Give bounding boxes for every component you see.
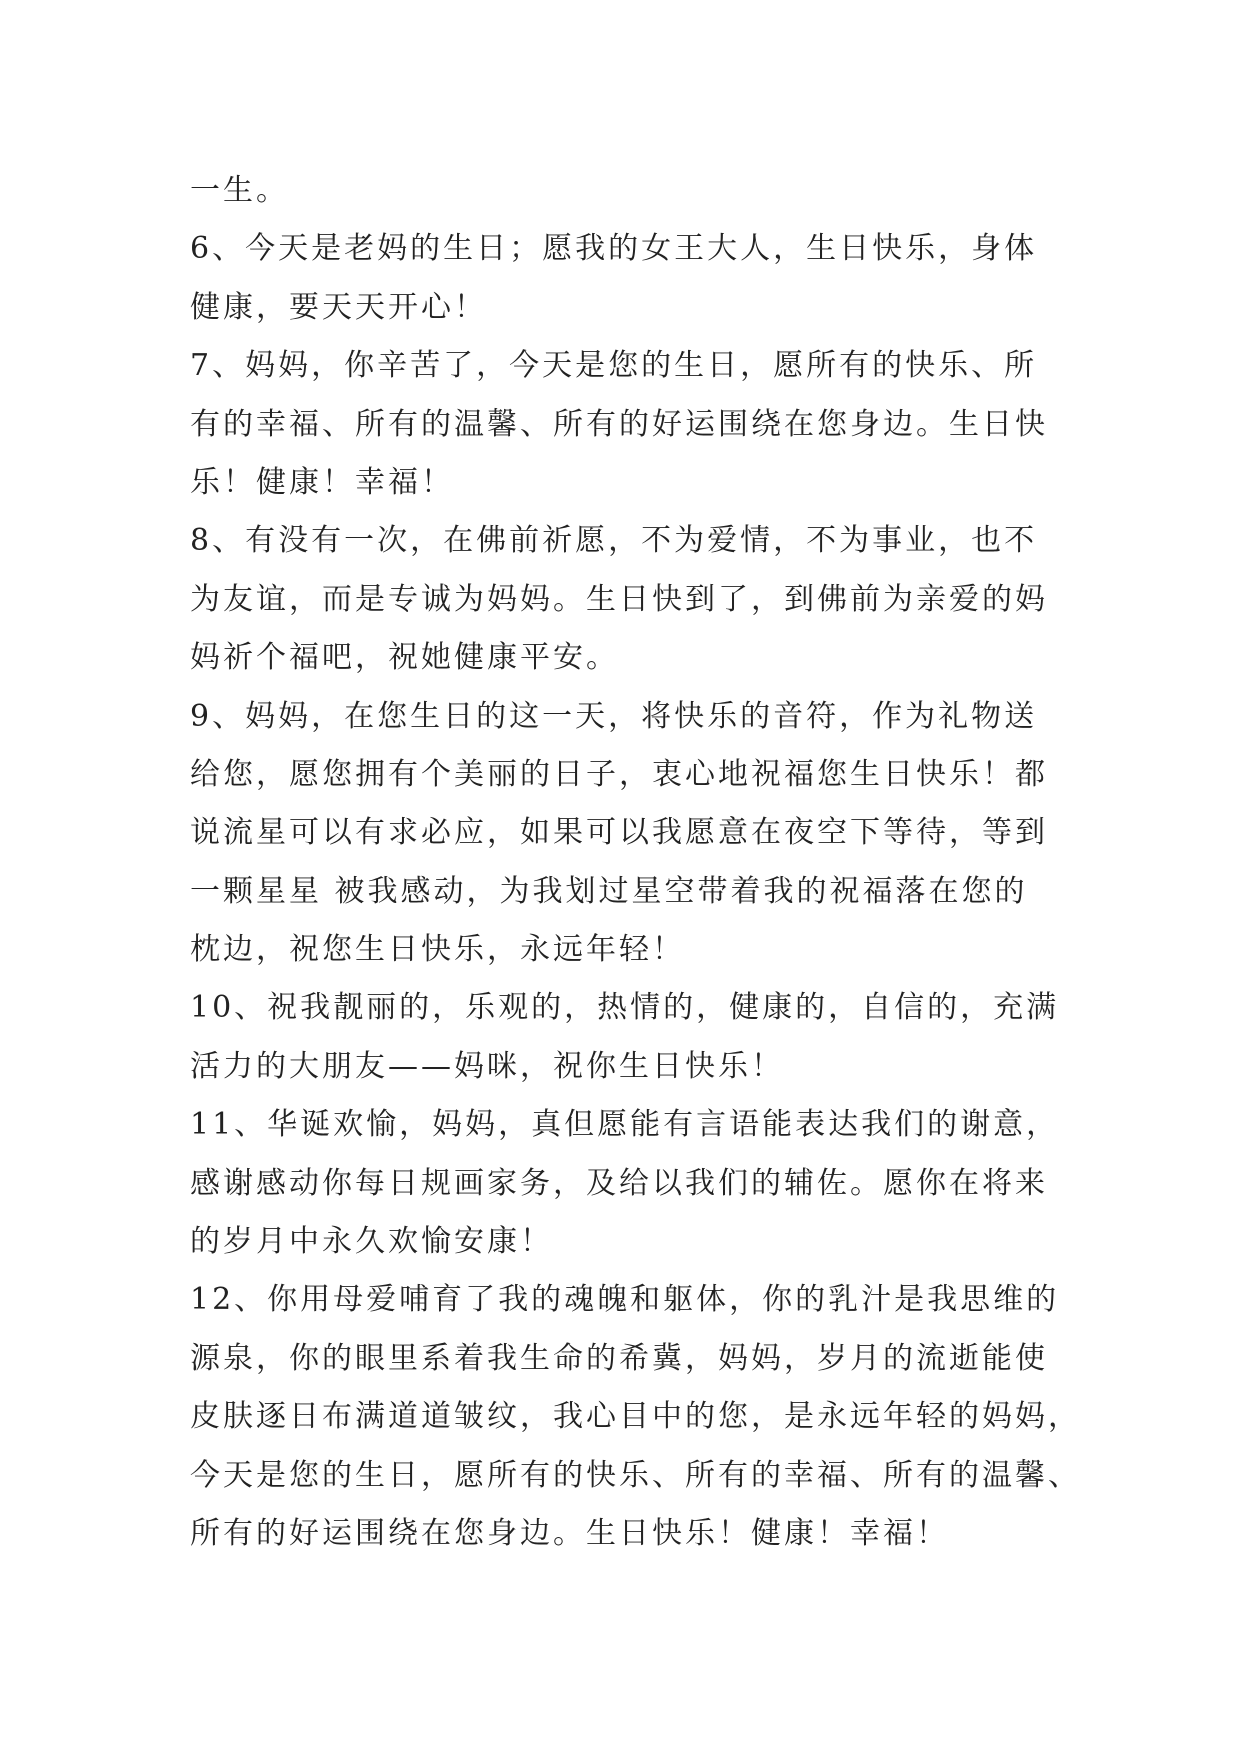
- text-line: 10、祝我靓丽的，乐观的，热情的，健康的，自信的，充满: [190, 990, 1060, 1026]
- text-line: 12、你用母爱哺育了我的魂魄和躯体，你的乳汁是我思维的: [190, 1282, 1060, 1318]
- text-line: 今天是您的生日，愿所有的快乐、所有的幸福、所有的温馨、: [190, 1457, 1081, 1493]
- text-line: 说流星可以有求必应，如果可以我愿意在夜空下等待，等到: [190, 815, 1048, 851]
- text-line: 有的幸福、所有的温馨、所有的好运围绕在您身边。生日快: [190, 406, 1048, 442]
- text-line: 11、华诞欢愉，妈妈，真但愿能有言语能表达我们的谢意，: [190, 1107, 1060, 1143]
- body-text: [190, 162, 1081, 1563]
- text-line: 活力的大朋友——妈咪，祝你生日快乐！: [190, 1048, 784, 1084]
- text-line: 所有的好运围绕在您身边。生日快乐！健康！幸福！: [190, 1515, 949, 1551]
- text-line: 9、妈妈，在您生日的这一天，将快乐的音符，作为礼物送: [190, 698, 1038, 734]
- text-line: 妈祈个福吧，祝她健康平安。: [190, 640, 619, 676]
- text-line: 源泉，你的眼里系着我生命的希冀，妈妈，岁月的流逝能使: [190, 1340, 1048, 1376]
- text-line: 6、今天是老妈的生日；愿我的女王大人，生日快乐，身体: [190, 231, 1038, 267]
- text-line: 感谢感动你每日规画家务，及给以我们的辅佐。愿你在将来: [190, 1165, 1048, 1201]
- text-line: 8、有没有一次，在佛前祈愿，不为爱情，不为事业，也不: [190, 523, 1038, 559]
- text-line: 7、妈妈，你辛苦了，今天是您的生日，愿所有的快乐、所: [190, 348, 1038, 384]
- text-line: 枕边，祝您生日快乐，永远年轻！: [190, 932, 685, 968]
- text-line: 为友谊，而是专诚为妈妈。生日快到了，到佛前为亲爱的妈: [190, 581, 1048, 617]
- text-line: 给您，愿您拥有个美丽的日子，衷心地祝福您生日快乐！都: [190, 756, 1048, 792]
- text-line: 一颗星星 被我感动，为我划过星空带着我的祝福落在您的: [190, 873, 1028, 909]
- text-line: 皮肤逐日布满道道皱纹，我心目中的您，是永远年轻的妈妈，: [190, 1399, 1081, 1435]
- text-line: 的岁月中永久欢愉安康！: [190, 1224, 553, 1260]
- text-line: 一生。: [190, 173, 289, 208]
- text-line: 乐！健康！幸福！: [190, 464, 454, 500]
- text-line: 健康，要天天开心！: [190, 289, 487, 325]
